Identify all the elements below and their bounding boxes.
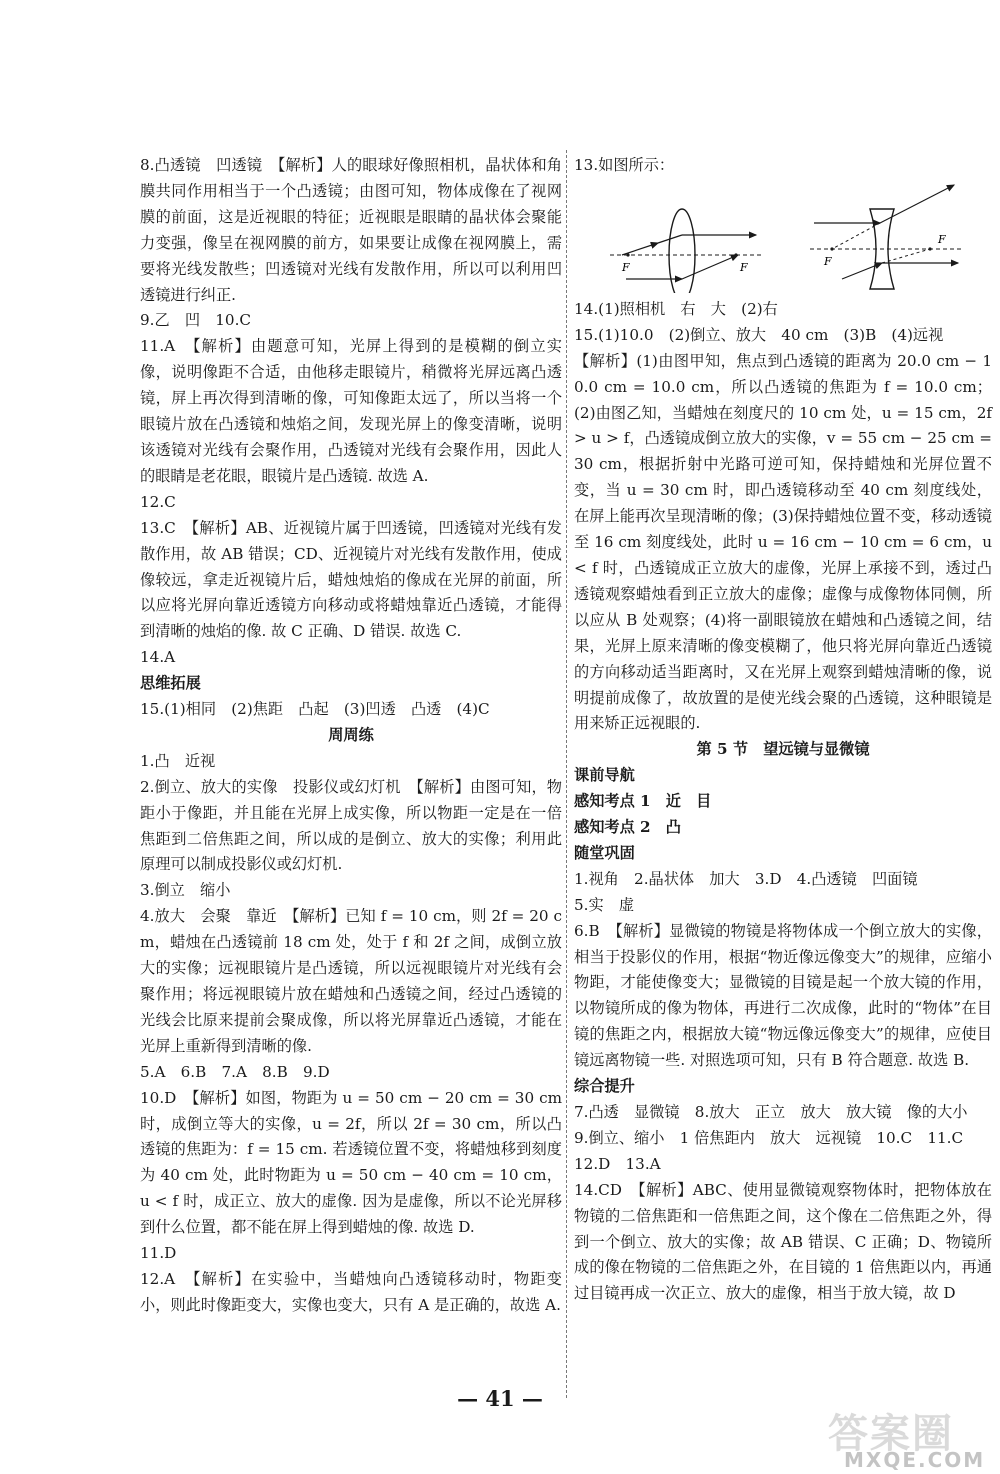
weekly-answer-2: 2.倒立、放大的实像 投影仪或幻灯机 【解析】由图可知，物距小于像距，并且能在光屏上成实像，所以物距一定是在一倍焦距到二倍焦距之间，所以成的是倒立、放大的实像；利用此原理可以制成投影仪或幻灯机. [140, 777, 562, 874]
watermark-main-text: 答案圈 [828, 1411, 954, 1457]
concave-lens-diagram [810, 185, 962, 289]
weekly-answer-3: 3.倒立 缩小 [140, 881, 231, 900]
right-column [574, 153, 992, 1307]
answer-13-intro: 13.如图所示： [574, 156, 675, 174]
answer-14: 14.(1)照相机 右 大 (2)右 [574, 299, 778, 318]
virtual-ray [882, 249, 930, 263]
comp-answer-14: 14.CD 【解析】ABC、使用显微镜观察物体时，把物体放在物镜的二倍焦距和一倍焦距之间，这个像在二倍焦距之外，得到一个倒立、放大的实像；故 AB 错误、C 正确；D、物镜所成的像在物镜的二倍焦距之外，在目镜的 1 倍焦距以内，再通过目镜再成一次正立、放大的虚像，相当于放大镜，故 D [574, 1180, 992, 1303]
focus-label: F [824, 254, 832, 268]
focus-label: F [938, 232, 946, 246]
section-heading-thinking-extension: 思维拓展 [140, 674, 201, 693]
section-heading-comprehensive: 综合提升 [574, 1077, 635, 1096]
focus-label: F [622, 260, 630, 274]
section-heading-pre-class: 课前导航 [574, 766, 635, 785]
section-title-telescope-microscope: 第 5 节 望远镜与显微镜 [696, 740, 870, 759]
answer-14: 14.A [140, 648, 176, 667]
answer-12: 12.C [140, 492, 176, 511]
focus-point [928, 247, 931, 250]
lens-ray-diagram [574, 181, 992, 293]
answer-9-10: 9.乙 凹 10.C [140, 311, 252, 330]
weekly-answer-12: 12.A 【解析】在实验中，当蜡烛向凸透镜移动时，物距变小，则此时像距变大，实像也变大，只有 A 是正确的，故选 A. [140, 1269, 562, 1314]
answer-15: 15.(1)10.0 (2)倒立、放大 40 cm (3)B (4)远视 [574, 325, 944, 344]
ray [842, 263, 882, 279]
watermark-site-text: MXQE.COM [844, 1448, 986, 1472]
answer-8: 8.凸透镜 凹透镜 【解析】人的眼球好像照相机，晶状体和角膜共同作用相当于一个凸透镜；由图可知，物体成像在了视网膜的前面，这是近视眼的特征；近视眼是眼睛的晶状体会聚能力变强，像呈在视网膜的前方，如果要让成像在视网膜上，需要将光线发散些；凹透镜对光线有发散作用，所以可以利用凹透镜进行纠正. [140, 156, 562, 304]
weekly-answer-1: 1.凸 近视 [140, 751, 216, 770]
convex-lens-diagram [610, 209, 762, 293]
focus-point [830, 247, 833, 250]
left-column [140, 153, 562, 1319]
answer-15-analysis: 【解析】(1)由图甲知，焦点到凸透镜的距离为 20.0 cm − 10.0 cm = 10.0 cm，所以凸透镜的焦距为 f = 10.0 cm；(2)由图乙知，当蜡烛在刻度尺的 10 cm 处，u = 15 cm，2f > u > f，凸透镜成倒立放大的实像，v = 55 cm − 25 cm = 30 cm，根据折射中光路可逆可知，保持蜡烛和光屏位置不变，当 u = 30 cm 时，即凸透镜移动至 40 cm 刻度线处，在屏上能再次呈现清晰的像；(3)保持蜡烛位置不变，移动透镜至 16 cm 刻度线处，此时 u = 16 cm − 10 cm = 6 cm，u < f 时，凸透镜成正立放大的虚像，光屏上承接不到，透过凸透镜观察蜡烛看到正立放大的虚像；虚像与成像物体同侧，所以应从 B 处观察；(4)将一副眼镜放在蜡烛和凸透镜之间，结果，光屏上原来清晰的像变模糊了，他只将光屏向靠近凸透镜的方向移动适当距离时，又在光屏上观察到蜡烛清晰的像，说明提前成像了，故放置的是使光线会聚的凸透镜，这种眼镜是用来矫正远视眼的. [574, 351, 992, 733]
inclass-answer-6: 6.B 【解析】显微镜的物镜是将物体成一个倒立放大的实像，相当于投影仪的作用，根据“物近像远像变大”的规律，应缩小物距，才能使像变大；显微镜的目镜是起一个放大镜的作用，以物镜所成的像为物体，再进行二次成像，此时的“物体”在目镜的焦距之内，根据放大镜“物远像远像变大”的规律，应使目镜远离物镜一些. 对照选项可知，只有 B 符合题意. 故选 B. [574, 921, 992, 1070]
weekly-answer-4: 4.放大 会聚 靠近 【解析】已知 f = 10 cm，则 2f = 20 cm，蜡烛在凸透镜前 18 cm 处，处于 f 和 2f 之间，成倒立放大的实像；远视眼镜片是凸透镜，所以远视眼镜片对光线有会聚作用；将远视眼镜片放在蜡烛和凸透镜之间，经过凸透镜的光线会比原来提前会聚成像，所以将光屏靠近凸透镜，才能在光屏上重新得到清晰的像. [140, 907, 562, 1055]
comp-answers-7-8: 7.凸透 显微镜 8.放大 正立 放大 放大镜 像的大小 [574, 1103, 968, 1121]
focus-label: F [740, 260, 748, 274]
page-number: — 41 — [457, 1386, 543, 1411]
focus-point [734, 253, 737, 256]
lens-ray-diagram-svg [574, 181, 992, 293]
ray [880, 185, 954, 223]
ray [622, 243, 658, 255]
key-point-1: 感知考点 1 近 目 [574, 792, 712, 811]
comp-answers-12-13: 12.D 13.A [574, 1154, 661, 1173]
focus-point [626, 253, 629, 256]
weekly-answer-5-9: 5.A 6.B 7.A 8.B 9.D [140, 1062, 330, 1081]
virtual-ray [832, 223, 880, 249]
column-divider [566, 150, 567, 1398]
inclass-answers-1-4: 1.视角 2.晶状体 加大 3.D 4.凸透镜 凹面镜 [574, 869, 918, 888]
watermark-logo [808, 1402, 996, 1470]
answer-15: 15.(1)相同 (2)焦距 凸起 (3)凹透 凸透 (4)C [140, 700, 490, 719]
section-heading-weekly-practice: 周周练 [328, 725, 374, 744]
answer-11: 11.A 【解析】由题意可知，光屏上得到的是模糊的倒立实像，说明像距不合适，由他移走眼镜片，稍微将光屏远离凸透镜，屏上再次得到清晰的像，可知像距太远了，所以当将一个眼镜片放在凸透镜和烛焰之间，发现光屏上的像变清晰，说明该透镜对光线有会聚作用，凸透镜对光线有会聚作用，因此人的眼睛是老花眼，眼镜片是凸透镜. 故选 A. [140, 337, 562, 485]
inclass-answer-5: 5.实 虚 [574, 895, 635, 914]
convex-lens [669, 209, 695, 293]
key-point-2: 感知考点 2 凸 [574, 818, 681, 837]
answer-13: 13.C 【解析】AB、近视镜片属于凹透镜，凹透镜对光线有发散作用，故 AB 错误；CD、近视镜片对光线有发散作用，使成像较远，拿走近视镜片后，蜡烛烛焰的像成在光屏的前面，所以应将光屏向靠近透镜方向移动或将蜡烛靠近凸透镜，才能得到清晰的烛焰的像. 故 C 正确、D 错误. 故选 C. [140, 518, 562, 641]
comp-answers-9-11: 9.倒立、缩小 1 倍焦距内 放大 远视镜 10.C 11.C [574, 1128, 964, 1147]
ray [682, 255, 738, 279]
section-heading-in-class: 随堂巩固 [574, 843, 635, 862]
weekly-answer-11: 11.D [140, 1244, 177, 1263]
weekly-answer-10: 10.D 【解析】如图，物距为 u = 50 cm − 20 cm = 30 cm 时，成倒立等大的实像，u = 2f，所以 2f = 30 cm，所以凸透镜的焦距为：f = 15 cm. 若透镜位置不变，将蜡烛移到刻度为 40 cm 处，此时物距为 u = 50 cm − 40 cm = 10 cm，u < f 时，成正立、放大的虚像. 因为是虚像，所以不论光屏移到什么位置，都不能在屏上得到蜡烛的像. 故选 D. [140, 1088, 562, 1237]
